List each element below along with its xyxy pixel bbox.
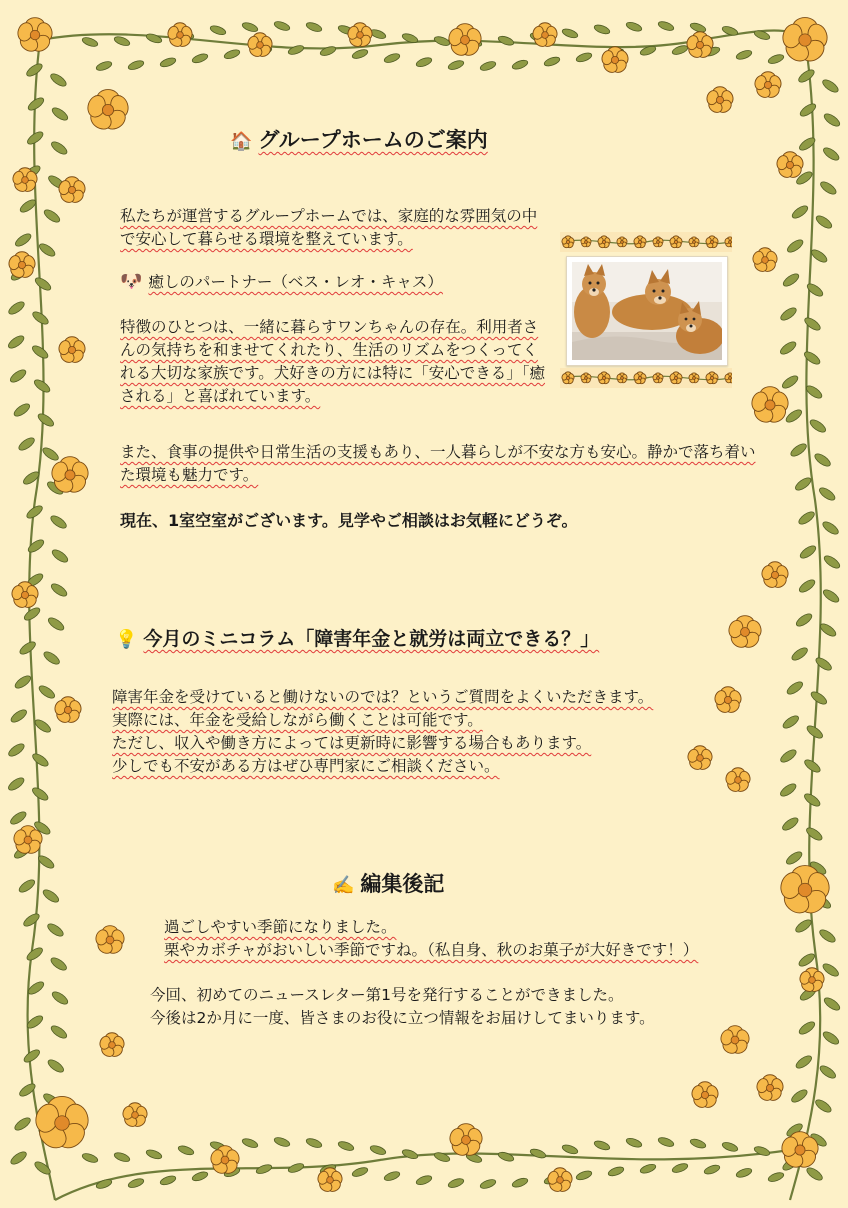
flower-icon: [652, 237, 663, 248]
column-line: 実際には、年金を受給しながら働くことは可能です。: [112, 711, 483, 729]
column-line: 少しでも不安がある方はぜひ専門家にご相談ください。: [112, 757, 500, 775]
house-icon: 🏠: [230, 131, 253, 152]
flower-icon: [600, 47, 630, 75]
flower-icon: [94, 926, 126, 956]
flower-icon: [760, 562, 790, 590]
three-dogs-photo: [566, 256, 728, 366]
flower-icon: [561, 372, 575, 385]
flower-icon: [724, 237, 732, 248]
flower-icon: [727, 616, 763, 651]
flower-icon: [669, 372, 683, 385]
column-body: [112, 686, 732, 778]
flower-icon: [546, 1168, 573, 1194]
editorial-line: 栗やカボチャがおいしい季節ですね。（私自身、秋のお菓子が大好きです！）: [164, 941, 699, 959]
flower-icon: [346, 23, 373, 49]
flower-icon: [705, 87, 735, 115]
flower-icon: [53, 697, 83, 725]
flower-icon: [751, 248, 778, 274]
section2-title: 💡 今月のミニコラム「障害年金と就労は両立できる？」: [115, 628, 600, 650]
vacancy-notice: 現在、1室空室がございます。見学やご相談はお気軽にどうぞ。: [120, 511, 578, 530]
section1-title: 🏠 グループホームのご案内: [230, 128, 488, 152]
flower-icon: [616, 373, 627, 384]
editorial-line: 今後は2か月に一度、皆さまのお役に立つ情報をお届けしてまいります。: [150, 1009, 655, 1027]
photo-flower-strip-bottom: [560, 368, 732, 388]
flower-icon: [98, 1033, 125, 1059]
editorial-line: 今回、初めてのニュースレター第1号を発行することができました。: [150, 986, 624, 1004]
lightbulb-icon: 💡: [115, 629, 138, 650]
writing-hand-icon: ✍️: [332, 875, 355, 896]
section1-intro: 私たちが運営するグループホームでは、家庭的な雰囲気の中で安心して暮らせる環境を整えています。: [120, 207, 538, 248]
flower-icon: [597, 236, 611, 249]
editorial-line: 過ごしやすい季節になりました。: [164, 918, 397, 936]
dog-icon: 🐶: [120, 271, 143, 292]
flower-icon: [561, 236, 575, 249]
flower-icon: [753, 72, 783, 100]
column-line: 障害年金を受けていると働けないのでは？というご質問をよくいただきます。: [112, 688, 654, 706]
editorial-note-lower: [150, 984, 770, 1030]
flower-icon: [719, 1026, 751, 1056]
flower-icon: [780, 18, 830, 66]
column-line: ただし、収入や働き方によっては更新時に影響する場合もあります。: [112, 734, 592, 752]
photo-flower-strip-top: [560, 232, 732, 252]
flower-icon: [10, 582, 40, 610]
flower-icon: [705, 372, 719, 385]
flower-icon: [724, 373, 732, 384]
flower-icon: [690, 1082, 720, 1110]
flower-icon: [32, 1096, 91, 1152]
flower-icon: [447, 24, 483, 59]
flower-icon: [749, 387, 790, 426]
flower-icon: [688, 373, 699, 384]
flower-icon: [616, 237, 627, 248]
partner-heading: 🐶 癒しのパートナー（ベス・レオ・キャス）: [120, 271, 443, 292]
flower-icon: [85, 90, 131, 133]
flower-icon: [652, 373, 663, 384]
section3-title: ✍️ 編集後記: [332, 872, 445, 896]
flower-icon: [246, 33, 273, 59]
flower-icon: [580, 373, 591, 384]
flower-icon: [755, 1075, 785, 1103]
flower-icon: [57, 337, 87, 365]
flower-icon: [597, 372, 611, 385]
flower-icon: [121, 1103, 148, 1129]
editorial-note-upper: [164, 916, 764, 962]
flower-icon: [16, 18, 55, 55]
partner-description: 特徴のひとつは、一緒に暮らすワンちゃんの存在。利用者さんの気持ちを和ませてくれたり、生活のリズムをつくってくれる大切な家族です。犬好きの方には特に「安心できる」「癒される」と喜ばれています。: [120, 318, 546, 405]
dogs-photo-frame: [560, 232, 732, 390]
flower-icon: [633, 236, 647, 249]
flower-icon: [669, 236, 683, 249]
flower-icon: [633, 372, 647, 385]
support-description: また、食事の提供や日常生活の支援もあり、一人暮らしが不安な方も安心。静かで落ち着いた環境も魅力です。: [120, 443, 756, 484]
flower-icon: [580, 237, 591, 248]
flower-icon: [166, 23, 193, 49]
flower-icon: [798, 968, 825, 994]
flower-icon: [705, 236, 719, 249]
flower-icon: [688, 237, 699, 248]
